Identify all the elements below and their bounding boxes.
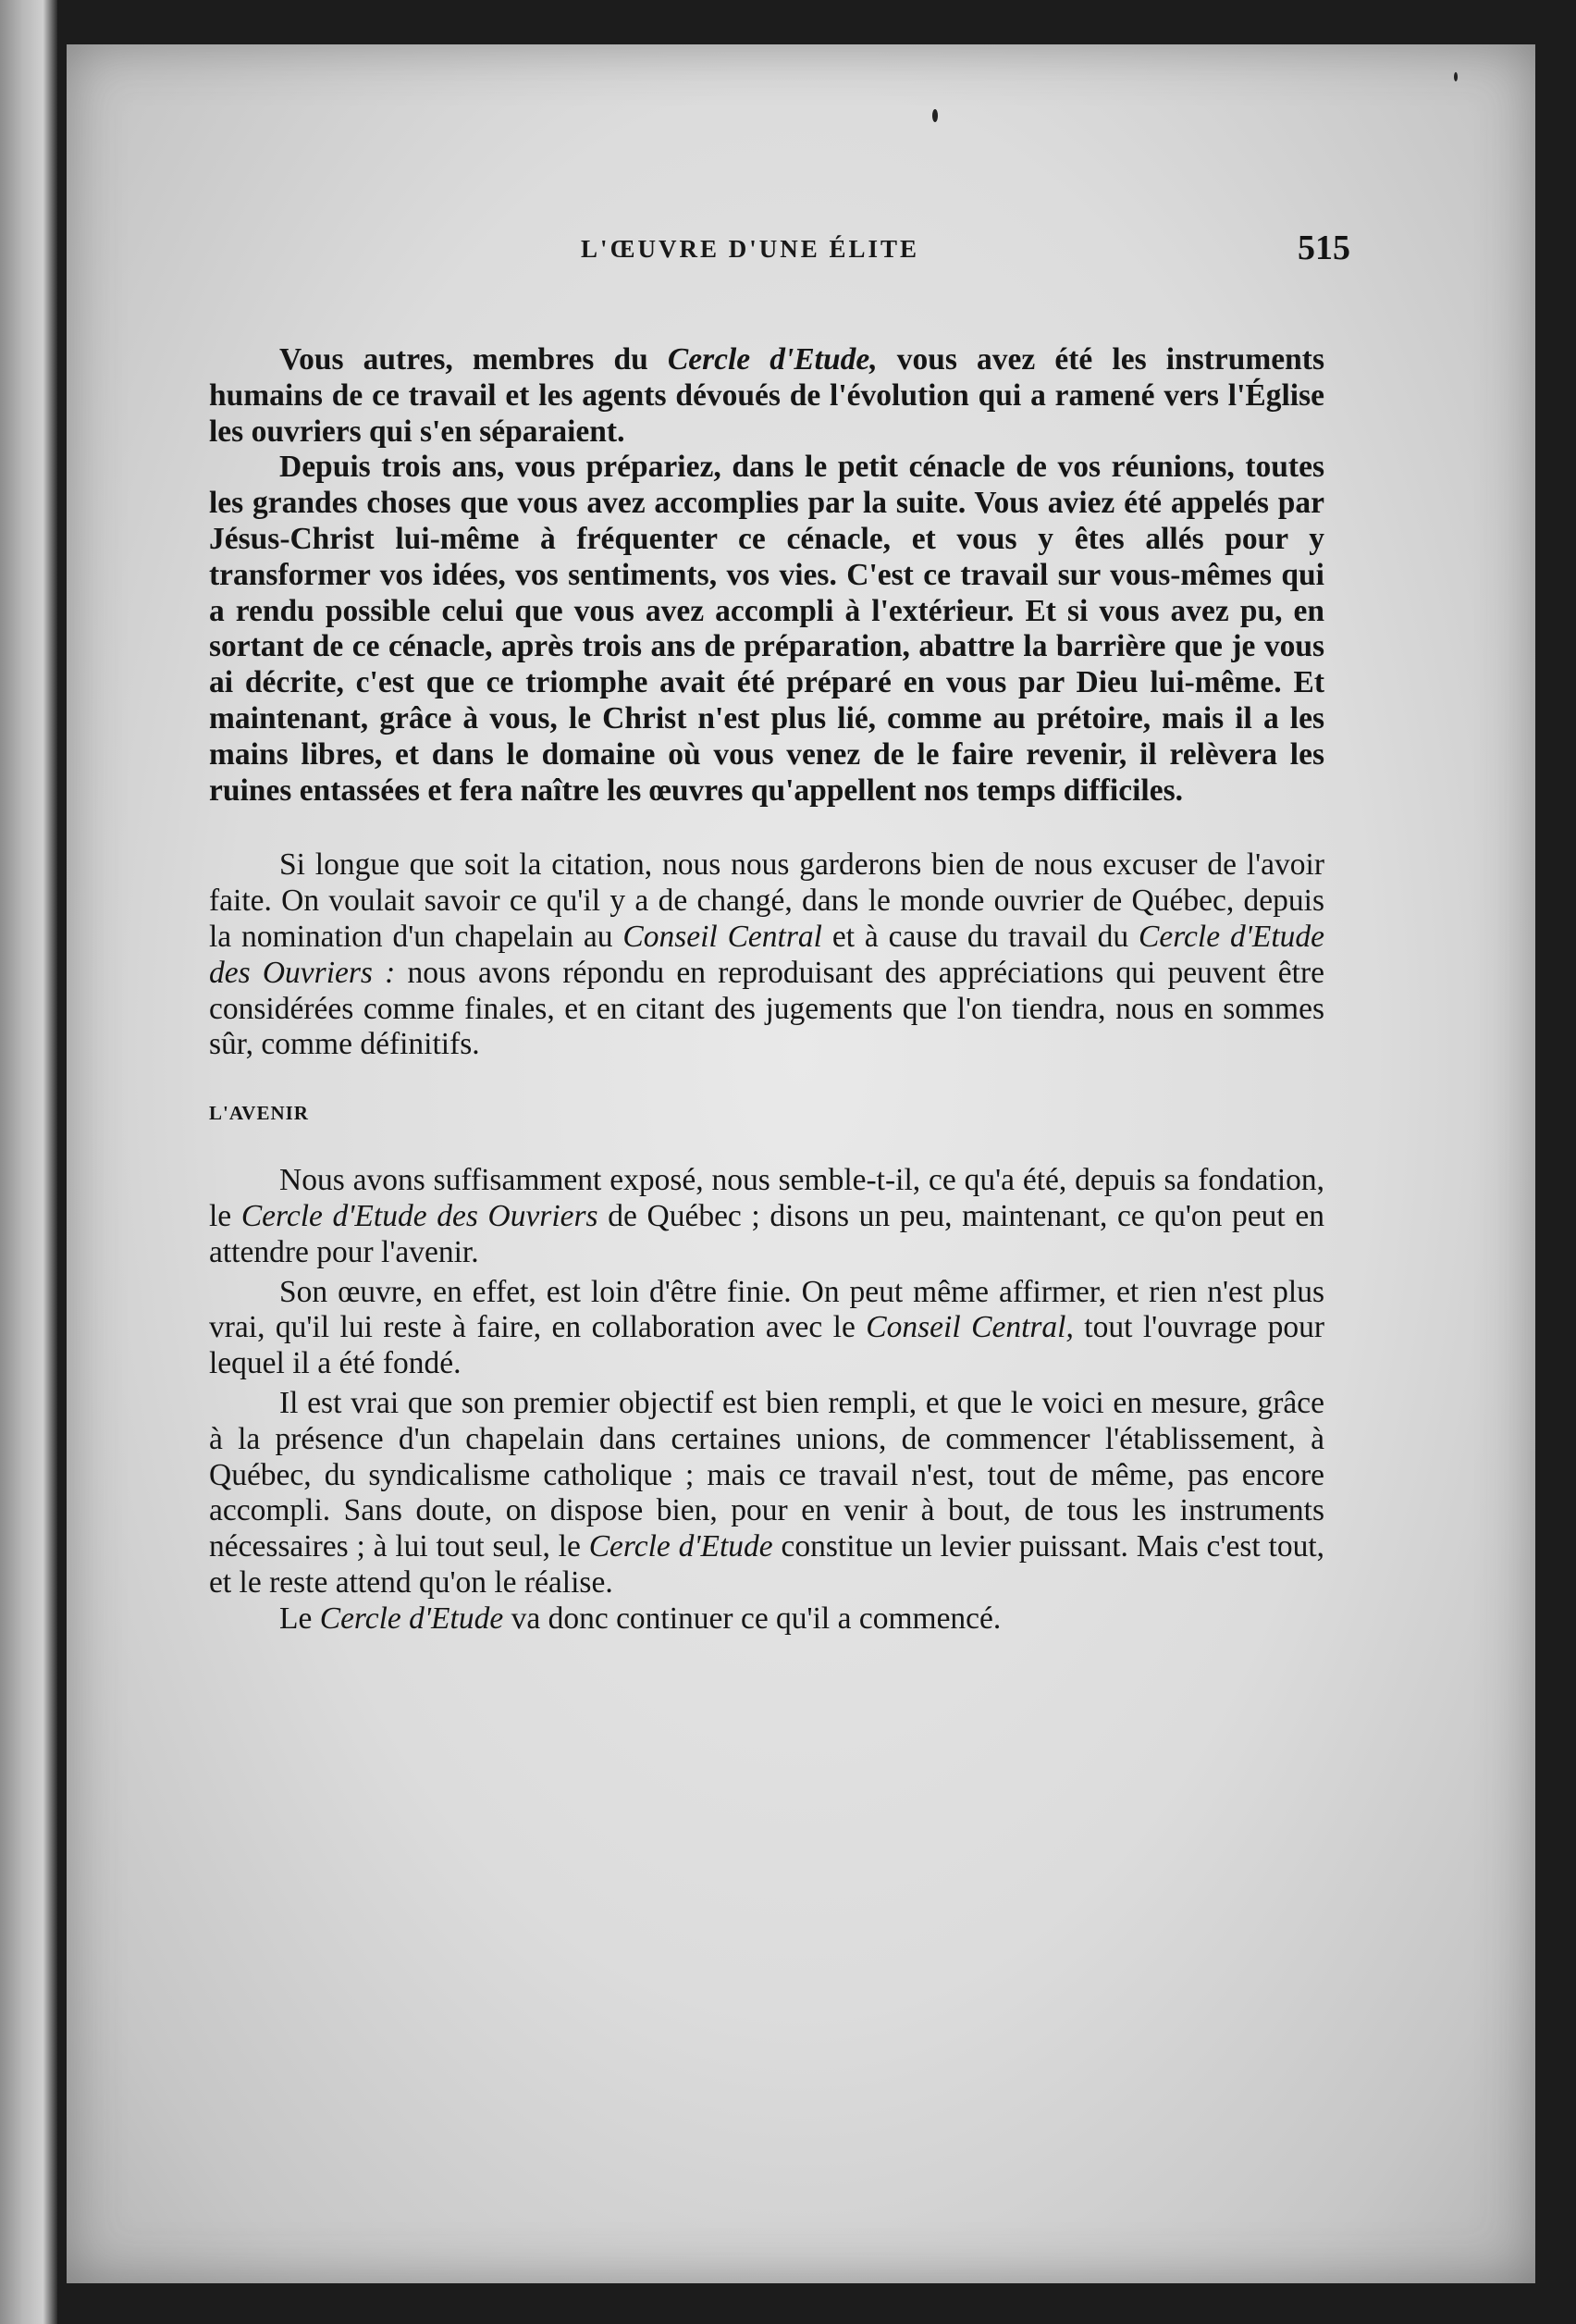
body-text bbox=[209, 342, 1324, 1638]
page-number: 515 bbox=[1298, 229, 1350, 267]
text-run: constitue un levier puissant. Mais c'est tout, et le reste attend qu'on le réalise. bbox=[209, 1529, 1325, 1600]
running-head-title: L'ŒUVRE D'UNE ÉLITE bbox=[581, 235, 920, 263]
section-heading: L'AVENIR bbox=[209, 1102, 309, 1125]
italic-text: Cercle d'Etude, bbox=[667, 342, 878, 377]
running-head bbox=[581, 228, 1350, 268]
italic-text: Cercle d'Etude des Ouvriers : bbox=[209, 919, 1325, 990]
text-run: Depuis trois ans, vous prépariez, dans le petit cénacle de vos réunions, toutes les grandes choses que vous avez accomplies par la suite. Vous aviez été appelés par Jésus-Christ lui-même à fréquenter ce cénacle, et vous y êtes allés pour y transformer vos idées, vos sentiments, vos vies. C'est ce travail sur vous-mêmes qui a rendu possible celui que vous avez accompli à l'extérieur. Et si vous avez pu, en sortant de ce cénacle, après trois ans de préparation, abattre la barrière que je vous ai décrite, c'est que ce triomphe avait été préparé en vous par Dieu lui-même. Et maintenant, grâce à vous, le Christ n'est plus lié, comme au prétoire, mais il a les mains libres, et dans le domaine où vous venez de le faire revenir, il relèvera les ruines entassées et fera naître les œuvres qu'appellent nos temps difficiles. bbox=[209, 450, 1324, 808]
text-run: Il est vrai que son premier objectif est bien rempli, et que le voici en mesure, grâce à la présence d'un chapelain dans certaines unions, de commencer l'établissement, à Québec, du syndicalisme catholique ; mais ce travail n'est, tout de même, pas encore accompli. Sans doute, on dispose bien, pour en venir à bout, de tous les instruments nécessaires ; à lui tout seul, le bbox=[209, 1385, 1324, 1564]
print-speck bbox=[1454, 72, 1458, 81]
text-run: Si longue que soit la citation, nous nous garderons bien de nous excuser de l'avoir faite. On voulait savoir ce qu'il y a de changé, dans le monde ouvrier de Québec, depuis la nomination d'un chapelain au bbox=[209, 847, 1324, 954]
italic-text: Cercle d'Etude des Ouvriers bbox=[240, 1198, 598, 1233]
text-run: tout l'ouvrage pour lequel il a été fondé. bbox=[209, 1310, 1324, 1381]
paragraph bbox=[209, 450, 1324, 809]
paragraph bbox=[209, 847, 1324, 1063]
italic-text: Cercle d'Etude bbox=[588, 1529, 773, 1564]
italic-text: Conseil Central bbox=[622, 919, 822, 954]
text-run: vous avez été les instruments humains de ce travail et les agents dévoués de l'évolution qui a ramené vers l'Église les ouvriers qui s'en séparaient. bbox=[209, 342, 1324, 449]
text-run: Le bbox=[279, 1601, 320, 1636]
text-run: Nous avons suffisamment exposé, nous semble-t-il, ce qu'a été, depuis sa fondation, le bbox=[209, 1163, 1324, 1233]
text-run: et à cause du travail du bbox=[821, 919, 1139, 954]
text-run: de Québec ; disons un peu, maintenant, ce qu'on peut en attendre pour l'avenir. bbox=[209, 1198, 1324, 1269]
italic-text: Conseil Central, bbox=[866, 1310, 1074, 1345]
paragraph bbox=[209, 342, 1324, 450]
italic-text: Cercle d'Etude bbox=[319, 1601, 504, 1636]
paragraph bbox=[209, 1386, 1324, 1601]
paragraph bbox=[209, 1163, 1324, 1270]
text-run: Son œuvre, en effet, est loin d'être finie. On peut même affirmer, et rien n'est plus vrai, qu'il lui reste à faire, en collaboration avec le bbox=[209, 1274, 1324, 1345]
text-run: va donc continuer ce qu'il a commencé. bbox=[503, 1601, 1002, 1636]
print-speck bbox=[932, 109, 938, 122]
paragraph bbox=[209, 1601, 1324, 1638]
paragraph bbox=[209, 1275, 1324, 1382]
adjacent-page-edge bbox=[0, 0, 57, 2324]
text-run: Vous autres, membres du bbox=[279, 342, 668, 377]
text-run: nous avons répondu en reproduisant des appréciations qui peuvent être considérées comme finales, et en citant des jugements que l'on tiendra, nous en sommes sûr, comme définitifs. bbox=[209, 955, 1324, 1062]
